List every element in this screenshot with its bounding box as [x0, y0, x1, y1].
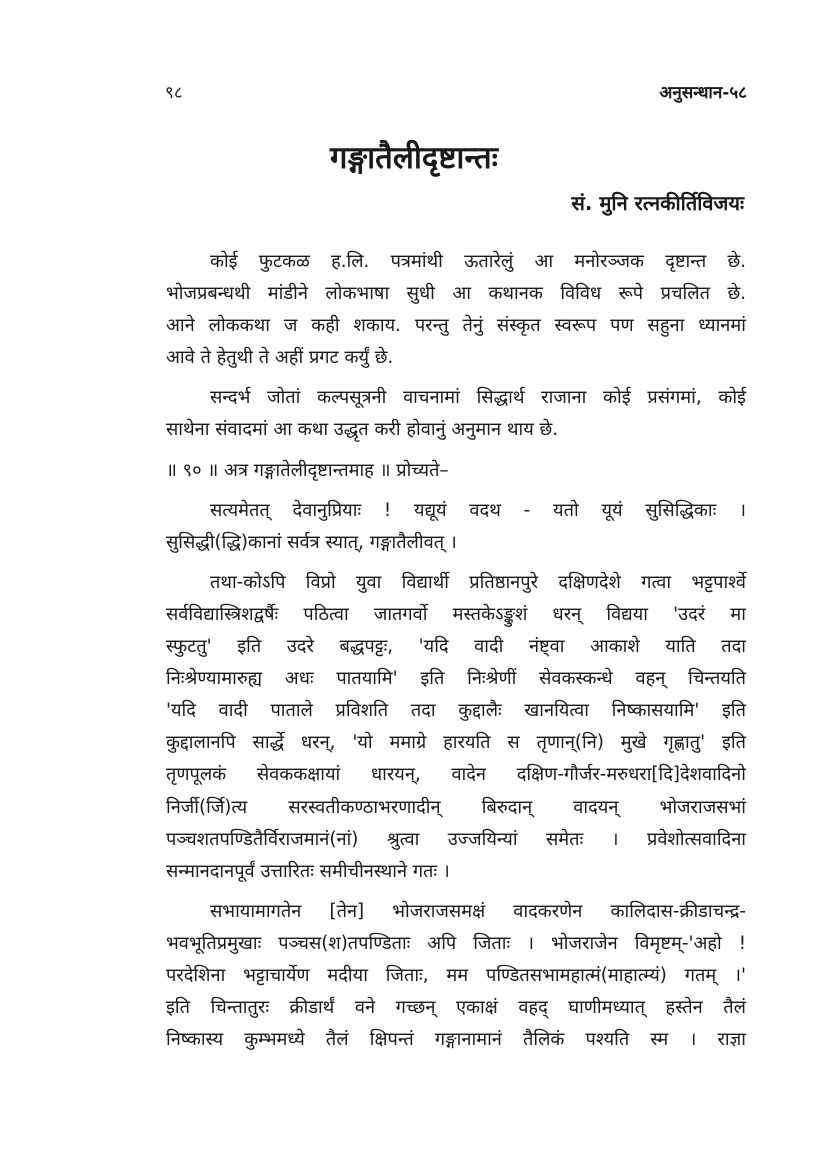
journal-title: अनुसन्धान-५८	[659, 83, 747, 103]
text-line: सत्यमेतत् देवानुप्रियाः ! यद्यूयं वदथ - यतो यूयं सुसिद्धिकाः ।	[210, 499, 746, 521]
text-line: तथा-कोऽपि विप्रो युवा विद्यार्थी प्रतिष्ठानपुरे दक्षिणदेशे गत्वा भट्टपार्श्वे	[210, 571, 746, 593]
text-line: कोई फुटकळ ह.लि. पत्रमांथी ऊतारेलुं आ मनोरञ्जक दृष्टान्त छे.	[210, 251, 746, 272]
running-header	[165, 80, 747, 106]
article-title: गङ्गातैलीदृष्टान्तः	[330, 140, 498, 176]
text-line: इति चिन्तातुरः क्रीडार्थं वने गच्छन् एकाक्षं वहद् घाणीमध्यात् हस्तेन तैलं	[166, 997, 746, 1019]
text-line: निःश्रेण्यामारुह्य अधः पातयामि' इति निःश्रेणीं सेवकस्कन्धे वहन् चिन्तयति	[166, 668, 746, 690]
text-line: आवे ते हेतुथी ते अहीं प्रगट कर्युं छे.	[166, 347, 394, 369]
text-line: सभायामागतेन [तेन] भोजराजसमक्षं वादकरणेन कालिदास-क्रीडाचन्द्र-	[210, 900, 746, 922]
article-author: सं. मुनि रत्नकीर्तिविजयः	[571, 191, 744, 215]
paragraph	[166, 455, 746, 487]
paragraph	[166, 382, 746, 446]
text-line: 'यदि वादी पाताले प्रविशति तदा कुद्दालैः खानयित्वा निष्कासयामि' इति	[166, 700, 746, 722]
page-number: ९८	[165, 83, 183, 103]
text-line: कुद्दालानपि सार्द्धे धरन्, 'यो ममाग्रे हारयति स तृणान्(नि) मुखे गृह्णातु' इति	[166, 732, 746, 754]
text-line: सुसिद्धी(द्धि)कानां सर्वत्र स्यात्, गङ्गातैलीवत् ।	[166, 531, 457, 553]
text-line: निष्कास्य कुम्भमध्ये तैलं क्षिपन्तं गङ्गानामानं तैलिकं पश्यति स्म । राज्ञा	[166, 1029, 746, 1051]
text-line: भोजप्रबन्धथी मांडीने लोकभाषा सुधी आ कथानक विविध रूपे प्रचलित छे.	[166, 283, 746, 305]
text-line: परदेशिना भट्टाचार्येण मदीया जिताः, मम पण्डितसभामहात्मं(माहात्म्यं) गतम् ।'	[166, 964, 746, 986]
text-line: सर्वविद्यास्त्रिशद्वर्षैः पठित्वा जातगर्वो मस्तकेऽङ्कुशं धरन् विद्यया 'उदरं मा	[166, 603, 746, 625]
text-line: स्फुटतु' इति उदरे बद्धपट्टः, 'यदि वादी नंष्ट्वा आकाशे याति तदा	[166, 636, 746, 658]
text-line: तृणपूलकं सेवककक्षायां धारयन्, वादेन दक्षिण-गौर्जर-मरुधरा[दि]देशवादिनो	[166, 764, 746, 786]
text-line: पञ्चशतपण्डितैर्विराजमानं(नां) श्रुत्वा उज्जयिन्यां समेतः । प्रवेशोत्सवादिना	[166, 828, 746, 850]
text-line: निर्जी(र्जि)त्य सरस्वतीकण्ठाभरणादीन् बिरुदान् वादयन् भोजराजसभां	[166, 796, 746, 818]
paragraph	[166, 246, 746, 374]
paragraph	[166, 495, 746, 559]
paragraph	[166, 896, 746, 1056]
text-line: भवभूतिप्रमुखाः पञ्चस(श)तपण्डिताः अपि जिताः । भोजराजेन विमृष्टम्-'अहो !	[166, 932, 746, 954]
text-line: आने लोककथा ज कही शकाय. परन्तु तेनुं संस्कृत स्वरूप पण सहुना ध्यानमां	[166, 315, 746, 337]
article-body	[166, 246, 746, 1064]
text-line: साथेना संवादमां आ कथा उद्धृत करी होवानुं अनुमान थाय छे.	[166, 419, 559, 441]
text-line: सन्दर्भ जोतां कल्पसूत्रनी वाचनामां सिद्धार्थ राजाना कोई प्रसंगमां, कोई	[210, 387, 746, 409]
text-line: सन्मानदानपूर्वं उत्तारितः समीचीनस्थाने गतः ।	[166, 860, 450, 882]
text-line: ॥ ९० ॥ अत्र गङ्गातेलीदृष्टान्तमाह ॥ प्रोच्यते–	[166, 459, 449, 481]
paragraph	[166, 567, 746, 888]
